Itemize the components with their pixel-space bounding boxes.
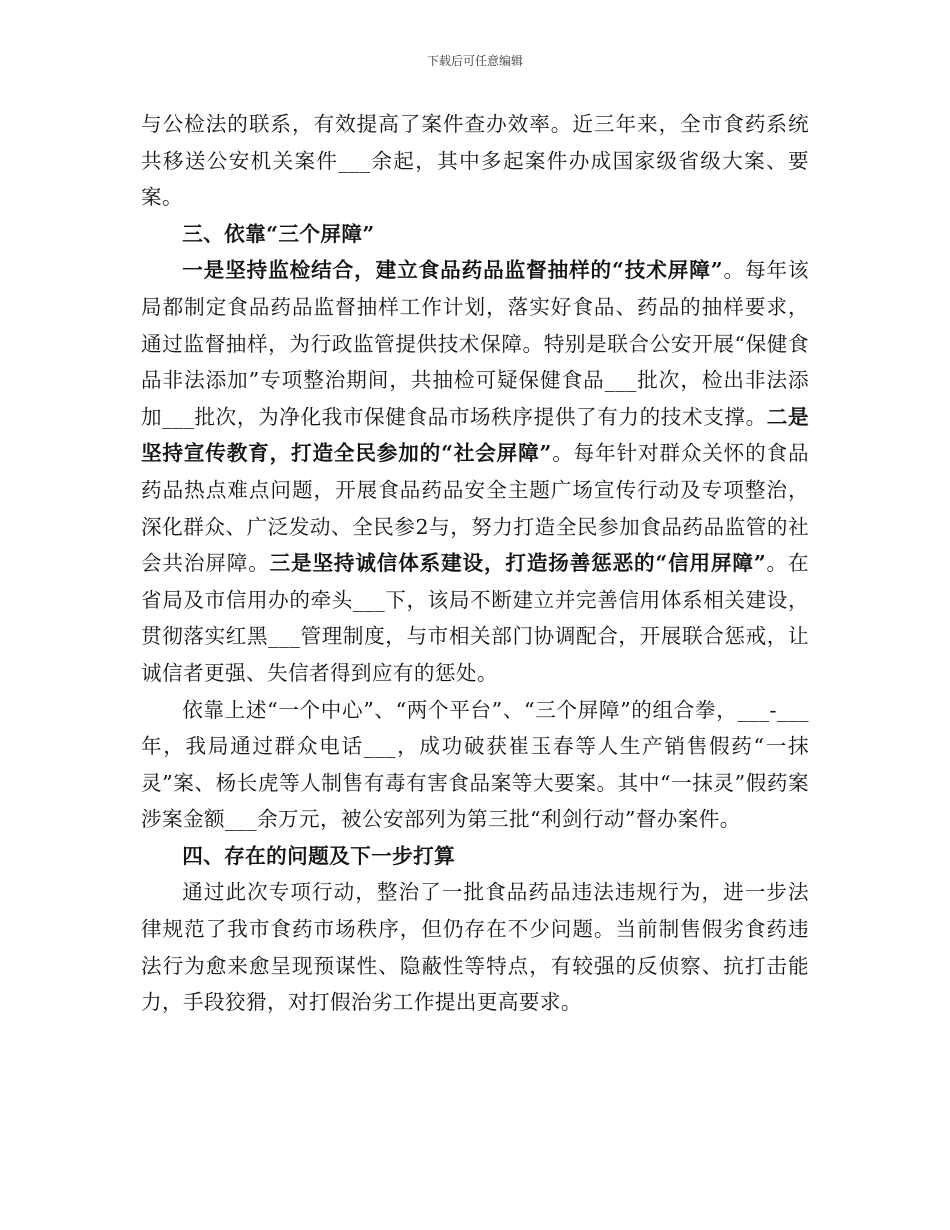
text-credit-barrier: 。在省局及市信用办的牵头___下，该局不断建立并完善信用体系相关建设，贯彻落实红黑___管理制度，与市相关部门协调配合，开展联合惩戒，让诚信者更强、失信者得到应有的惩处。 [141, 551, 809, 685]
bold-point-technical-barrier: 一是坚持监检结合，建立食品药品监督抽样的“技术屏障” [182, 258, 724, 283]
bold-point-social-barrier: 二是坚持宣传教育，打造全民参加的“社会屏障” [141, 404, 809, 466]
paragraph-problems: 通过此次专项行动，整治了一批食品药品违法违规行为，进一步法律规范了我市食药市场秩序，但仍存在不少问题。当前制售假劣食药违法行为愈来愈呈现预谋性、隐蔽性等特点，有较强的反侦察、抗打击能力，手段狡猾，对打假治劣工作提出更高要求。 [141, 880, 809, 1015]
page-header: 下载后可任意编辑 [426, 54, 523, 68]
paragraph-major-cases: 依靠上述“一个中心”、“两个平台”、“三个屏障”的组合拳，___-___年，我局通过群众电话___，成功破获崔玉春等人生产销售假药“一抹灵”案、杨长虎等人制售有毒有害食品案等大要案。其中“一抹灵”假药案涉案金额___余万元，被公安部列为第三批“利剑行动”督办案件。 [141, 697, 809, 832]
document-body [141, 106, 809, 1021]
paragraph-three-barriers [141, 252, 809, 691]
text-technical-barrier: 。每年该局都制定食品药品监督抽样工作计划，落实好食品、药品的抽样要求，通过监督抽样，为行政监管提供技术保障。特别是联合公安开展“保健食品非法添加”专项整治期间，共抽检可疑保健食品___批次，检出非法添加___批次，为净化我市保健食品市场秩序提供了有力的技术支撑。 [141, 258, 809, 429]
paragraph-case-referral: 与公检法的联系，有效提高了案件查办效率。近三年来，全市食药系统共移送公安机关案件___余起，其中多起案件办成国家级省级大案、要案。 [141, 112, 809, 210]
text-social-barrier: 。每年针对群众关怀的食品药品热点难点问题，开展食品药品安全主题广场宣传行动及专项整治，深化群众、广泛发动、全民参2与，努力打造全民参加食品药品监管的社会共治屏障。 [141, 441, 809, 576]
section-heading-three-barriers: 三、依靠“三个屏障” [182, 221, 375, 246]
bold-point-credit-barrier: 三是坚持诚信体系建设，打造扬善惩恶的“信用屏障” [269, 551, 767, 576]
section-heading-problems: 四、存在的问题及下一步打算 [182, 843, 456, 868]
